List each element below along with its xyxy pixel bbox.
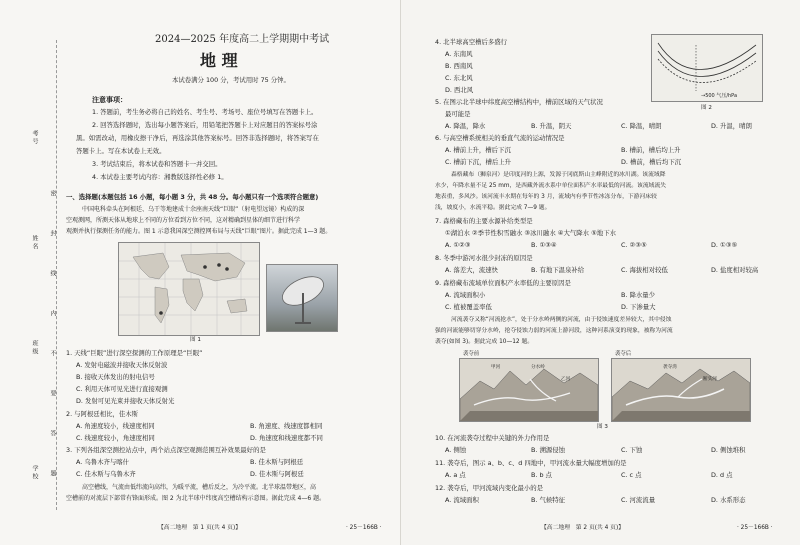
fig3-label-divide: 分水岭 bbox=[531, 365, 545, 370]
q9-option-a[interactable]: A. 流域面积小 bbox=[445, 291, 486, 299]
question-6: 6. 与高空槽系统相关的垂直气流的运动情况是 bbox=[435, 134, 565, 142]
note-2b: 黑。如需改动，用橡皮擦干净后，再选涂其他答案标号。回答非选择题时，将答案写在 bbox=[76, 134, 319, 142]
q4-option-a[interactable]: A. 东南风 bbox=[445, 50, 473, 58]
fig3-label-river-b: 乙河 bbox=[561, 377, 571, 382]
exam-info: 本试卷满分 100 分，考试用时 75 分钟。 bbox=[172, 76, 290, 84]
q5-option-a[interactable]: A. 降温，降水 bbox=[445, 122, 486, 130]
figure-2-axis: →500 气压/hPa bbox=[701, 93, 738, 99]
question-1: 1. 天线“巨眼”进行深空探测的工作原理是“巨眼” bbox=[66, 349, 203, 357]
q7-option-c[interactable]: C. ②③⑤ bbox=[621, 241, 647, 249]
q1-option-b[interactable]: B. 接收天体发出的射电信号 bbox=[76, 373, 155, 381]
q6-option-c[interactable]: C. 槽前下沉，槽后上升 bbox=[445, 158, 512, 166]
side-label-id: 考号 bbox=[31, 130, 38, 146]
q12-option-a[interactable]: A. 流域面积 bbox=[445, 496, 479, 504]
figure-1-caption: 图 1 bbox=[190, 337, 201, 343]
intro-1-line-2: 空观测网，所测天体从地球上不同的方位看到方位不同，这对精确到星体的细节进行科学 bbox=[66, 217, 301, 224]
q11-option-d[interactable]: D. d 点 bbox=[711, 471, 733, 479]
subject-title: 地 理 bbox=[200, 51, 238, 70]
question-7: 7. 森格藏布的主要水源补给类型是 bbox=[435, 217, 533, 225]
question-8: 8. 冬季中游河水很少封冻的原因是 bbox=[435, 254, 533, 262]
q5-option-d[interactable]: D. 升温，晴朗 bbox=[711, 122, 752, 130]
q6-option-a[interactable]: A. 槽前上升，槽后下沉 bbox=[445, 146, 511, 154]
q7-items: ①湖泊水 ②季节性积雪融水 ③冰川融水 ④大气降水 ⑤地下水 bbox=[445, 229, 616, 237]
paper-code-right: · 25－166B · bbox=[737, 525, 773, 531]
terrain-after-graphic bbox=[612, 359, 750, 421]
side-label-school: 学校 bbox=[31, 465, 38, 481]
note-1: 1. 答题前，考生务必将自己的姓名、考生号、考场号、座位号填写在答题卡上。 bbox=[92, 108, 318, 116]
figure-3-caption: 图 3 bbox=[597, 424, 608, 430]
q4-option-b[interactable]: B. 西南风 bbox=[445, 62, 473, 70]
q9-option-b[interactable]: B. 降水量少 bbox=[621, 291, 656, 299]
question-3: 3. 下列各组深空测控站点中，两个站点深空观测范围互补效果最好的是 bbox=[66, 446, 266, 454]
q1-option-d[interactable]: D. 发射可见光束并接收天体反射光 bbox=[76, 397, 175, 405]
footer-right: 【高二地理 第 2 页(共 4 页)】 bbox=[541, 525, 625, 531]
question-5: 5. 在图示北半球中纬度高空槽结构中，槽前区域的天气状况 bbox=[435, 98, 603, 106]
question-12: 12. 袭夺后，甲河流域内变化最小的是 bbox=[435, 484, 544, 492]
q3-option-b[interactable]: B. 佳木斯与阿根廷 bbox=[250, 458, 304, 466]
note-2c: 答题卡上。写在本试卷上无效。 bbox=[76, 147, 166, 155]
radio-telescope-icon bbox=[267, 265, 337, 331]
section-1-heading: 一、选择题(本题包括 16 小题，每小题 3 分，共 48 分。每小题只有一个选项符合题意) bbox=[66, 193, 319, 201]
q2-option-b[interactable]: B. 角速度、线速度都相同 bbox=[250, 422, 323, 430]
q3-option-d[interactable]: D. 佳木斯与阿根廷 bbox=[250, 470, 304, 478]
q8-option-a[interactable]: A. 落差大，流速快 bbox=[445, 266, 499, 274]
fig3-label-river-a: 甲河 bbox=[491, 365, 501, 370]
fig3-label-beheaded-river: 断头河 bbox=[703, 377, 717, 382]
fig3-label-capture-elbow: 袭夺湾 bbox=[663, 365, 677, 370]
q1-option-a[interactable]: A. 发射电磁波并接收天体反射波 bbox=[76, 361, 168, 369]
intro-2-line-2: 空槽前的对流层下部常有锋面形成。图 2 为北半球中纬度高空槽结构示意图。据此完成 4—6 题。 bbox=[66, 495, 326, 502]
q12-option-c[interactable]: C. 河流流量 bbox=[621, 496, 656, 504]
exam-title: 2024—2025 年度高二上学期期中考试 bbox=[155, 34, 330, 45]
q6-option-d[interactable]: D. 槽前，槽后均下沉 bbox=[621, 158, 682, 166]
question-2: 2. 与阿根廷相比，佳木斯 bbox=[66, 410, 139, 418]
q3-option-a[interactable]: A. 乌鲁木齐与喀什 bbox=[76, 458, 130, 466]
q9-option-c[interactable]: C. 植被覆盖率低 bbox=[445, 303, 492, 311]
q12-option-d[interactable]: D. 水系形态 bbox=[711, 496, 746, 504]
paper-code-left: · 25－166B · bbox=[346, 525, 382, 531]
q8-option-b[interactable]: B. 有地下温泉补给 bbox=[531, 266, 585, 274]
note-3: 3. 考试结束后，将本试卷和答题卡一并交回。 bbox=[92, 160, 222, 168]
river-before-figure bbox=[459, 358, 599, 422]
intro-4-line-3: 袭夺(如图 3)。据此完成 10—12 题。 bbox=[435, 339, 534, 345]
q2-option-d[interactable]: D. 角速度和线速度都不同 bbox=[250, 434, 323, 442]
intro-1-line-1: 中国电科牵头在阿根廷、乌干等地建成十余座南天线“巨眼”（射电望远镜）构成的深 bbox=[82, 206, 305, 213]
side-label-name: 姓名 bbox=[31, 235, 38, 251]
q1-option-c[interactable]: C. 利用天体可见光进行直接观测 bbox=[76, 385, 168, 393]
note-2: 2. 回答选择题时，选出每小题答案后，用铅笔把答题卡上对应题目的答案标号涂 bbox=[92, 121, 318, 129]
q5-option-b[interactable]: B. 升温，阴天 bbox=[531, 122, 572, 130]
terrain-before-graphic bbox=[460, 359, 598, 421]
intro-4-line-1: 河流袭夺又称“河流抢水”，处于分水岭两侧的河流，由于侵蚀速度差异较大，其中侵蚀 bbox=[451, 317, 672, 323]
antenna-photo bbox=[266, 264, 338, 332]
q10-option-d[interactable]: D. 侧蚀堆积 bbox=[711, 446, 746, 454]
q6-option-b[interactable]: B. 槽前，槽后均上升 bbox=[621, 146, 681, 154]
intro-4-line-2: 强的河流能够切穿分水岭，抢夺侵蚀力弱的河流上游河段，这种河系演变的现象，被称为河流 bbox=[435, 328, 673, 334]
q4-option-d[interactable]: D. 西北风 bbox=[445, 86, 474, 94]
question-11: 11. 袭夺后，图示 a、b、c、d 四地中，甲河流水量大幅度增加的是 bbox=[435, 459, 627, 467]
q7-option-b[interactable]: B. ①③④ bbox=[531, 241, 557, 249]
intro-3-line-4: 浅，坡度小，水流平稳。据此完成 7—9 题。 bbox=[435, 205, 551, 211]
q11-option-b[interactable]: B. b 点 bbox=[531, 471, 552, 479]
q3-option-c[interactable]: C. 佳木斯与乌鲁木齐 bbox=[76, 470, 136, 478]
world-map-figure bbox=[118, 242, 260, 336]
q11-option-a[interactable]: A. a 点 bbox=[445, 471, 466, 479]
question-4: 4. 北半球高空槽后多盛行 bbox=[435, 38, 508, 46]
figure-3-after-label: 袭夺后 bbox=[615, 351, 632, 357]
note-4: 4. 本试卷主要考试内容：湘教版选择性必修 1。 bbox=[92, 173, 228, 181]
seal-line-warning: 密 封 线 内 不 要 答 题 bbox=[49, 190, 56, 490]
intro-1-line-3: 观测并执行探测任务的能力。图 1 示意我国深空测控网布局与天线“巨眼”图片。据此完成 1—3 题。 bbox=[66, 228, 332, 235]
q12-option-b[interactable]: B. 气候特征 bbox=[531, 496, 566, 504]
world-map-graphic bbox=[119, 243, 259, 335]
q2-option-c[interactable]: C. 线速度较小，角速度相同 bbox=[76, 434, 155, 442]
figure-2-caption: 图 2 bbox=[701, 105, 712, 111]
intro-3-line-1: 森格藏布（狮泉河）是印度河的上源，发源于冈底斯山主峰附近的冰川湖。该流域降 bbox=[451, 172, 666, 178]
river-after-figure bbox=[611, 358, 751, 422]
figure-3-before-label: 袭夺前 bbox=[463, 351, 480, 357]
question-10: 10. 在河流袭夺过程中关键的外力作用是 bbox=[435, 434, 550, 442]
q10-option-b[interactable]: B. 溯源侵蚀 bbox=[531, 446, 566, 454]
q9-option-d[interactable]: D. 下渗量大 bbox=[621, 303, 656, 311]
side-label-class: 班级 bbox=[31, 340, 38, 356]
intro-2-line-1: 高空槽线，气流由低纬流向高纬，为暖平流，槽后反之，为冷平流。北半球温带地区，高 bbox=[82, 484, 317, 491]
notes-title: 注意事项： bbox=[92, 96, 127, 104]
q7-option-d[interactable]: D. ①③⑤ bbox=[711, 241, 738, 249]
q4-option-c[interactable]: C. 东北风 bbox=[445, 74, 473, 82]
q8-option-d[interactable]: D. 盐度相对较高 bbox=[711, 266, 759, 274]
question-9: 9. 森格藏布流域单位面积产水率低的主要原因是 bbox=[435, 279, 571, 287]
question-5-tail: 最可能是 bbox=[445, 110, 471, 118]
intro-3-line-2: 水少，年降水量不足 25 mm，是西藏外流水系中单位面积产水率最低的河流。该流域流失 bbox=[435, 183, 667, 189]
exam-page-right bbox=[400, 0, 800, 545]
intro-3-line-3: 地表重，多风沙。该河流丰水期在每年的 3 月，流域内有季节性冰冻分布，下游河床较 bbox=[435, 194, 657, 200]
q10-option-c[interactable]: C. 下蚀 bbox=[621, 446, 643, 454]
q11-option-c[interactable]: C. c 点 bbox=[621, 471, 642, 479]
q10-option-a[interactable]: A. 侧蚀 bbox=[445, 446, 467, 454]
q7-option-a[interactable]: A. ①②③ bbox=[445, 241, 471, 249]
q8-option-c[interactable]: C. 海拔相对较低 bbox=[621, 266, 668, 274]
q5-option-c[interactable]: C. 降温，晴朗 bbox=[621, 122, 662, 130]
footer-left: 【高二地理 第 1 页(共 4 页)】 bbox=[158, 525, 242, 531]
q2-option-a[interactable]: A. 角速度较小，线速度相同 bbox=[76, 422, 155, 430]
